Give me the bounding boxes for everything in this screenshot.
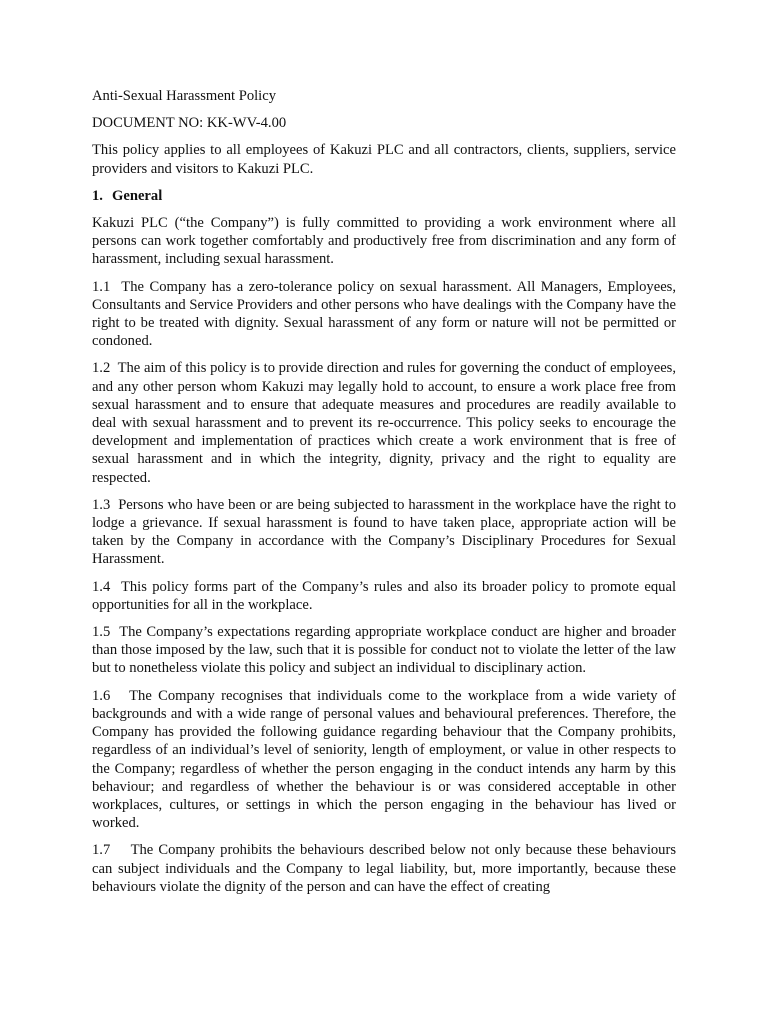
clause-text: The Company has a zero-tolerance policy on sexual harassment. All Managers, Employees, Consultants and Service Providers and other persons who have dealings with the Company have the right to be treated with dignity. Sexual harassment of any form or nature will not be permitted or condoned. bbox=[92, 278, 676, 350]
general-intro-paragraph: Kakuzi PLC (“the Company”) is fully committed to providing a work environment where all persons can work together comfortably and productively free from discrimination and any form of harassment, including sexual harassment. bbox=[92, 215, 676, 268]
clause-number: 1.3 bbox=[92, 496, 111, 513]
clause-1-2 bbox=[92, 359, 676, 486]
clause-text: This policy forms part of the Company’s rules and also its broader policy to promote equal opportunities for all in the workplace. bbox=[92, 578, 676, 613]
clause-1-7 bbox=[92, 841, 676, 896]
clause-number: 1.1 bbox=[92, 278, 111, 295]
section-title: General bbox=[112, 187, 163, 204]
clause-number: 1.5 bbox=[92, 624, 111, 641]
clause-1-1 bbox=[92, 278, 676, 351]
clause-text: The Company’s expectations regarding appropriate workplace conduct are higher and broader than those imposed by the law, such that it is possible for conduct not to violate the letter of the law but to nonetheless violate this policy and subject an individual to disciplinary action. bbox=[92, 624, 677, 677]
clause-number: 1.4 bbox=[92, 578, 111, 595]
document-number: DOCUMENT NO: KK-WV-4.00 bbox=[92, 115, 287, 132]
clause-number: 1.6 bbox=[92, 687, 111, 704]
clause-text: The Company recognises that individuals come to the workplace from a wide variety of backgrounds and with a wide range of personal values and behavioural preferences. Therefore, the Company has provided the following guidance regarding behaviour that the Company prohibits, regardless of an individual’s level of seniority, length of employment, or value in other respects to the Company; regardless of whether the person engaging in the conduct intends any harm by this behaviour; and regardless of whether the behaviour is or was considered acceptable in other workplaces, cultures, or settings in which the person engaging in the behaviour has lived or worked. bbox=[92, 687, 677, 832]
section-heading-general bbox=[92, 187, 676, 205]
clause-text: The aim of this policy is to provide direction and rules for governing the conduct of employees, and any other person whom Kakuzi may legally hold to account, to ensure a work place free from sexual harassment and to ensure that adequate measures and procedures are readily available to deal with sexual harassment and to prevent its re-occurrence. This policy seeks to encourage the development and implementation of practices which create a work environment that is free of sexual harassment and in which the integrity, dignity, privacy and the right to equality are respected. bbox=[92, 360, 676, 486]
clause-1-4 bbox=[92, 578, 676, 614]
document-page bbox=[92, 87, 676, 905]
clause-text: Persons who have been or are being subjected to harassment in the workplace have the right to lodge a grievance. If sexual harassment is found to have taken place, appropriate action will be taken by the Company in accordance with the Company’s Disciplinary Procedures for Sexual Harassment. bbox=[92, 496, 676, 568]
clause-1-5 bbox=[92, 623, 676, 678]
section-number: 1. bbox=[92, 187, 103, 204]
clause-1-6 bbox=[92, 687, 676, 833]
clause-number: 1.7 bbox=[92, 842, 111, 859]
document-title: Anti-Sexual Harassment Policy bbox=[92, 88, 277, 104]
scope-paragraph: This policy applies to all employees of Kakuzi PLC and all contractors, clients, suppliers, service providers and visitors to Kakuzi PLC. bbox=[92, 142, 676, 177]
clause-text: The Company prohibits the behaviours described below not only because these behaviours can subject individuals and the Company to legal liability, but, more importantly, because these behaviours violate the dignity of the person and can have the effect of creating bbox=[92, 842, 677, 895]
clause-number: 1.2 bbox=[92, 360, 111, 377]
clause-1-3 bbox=[92, 496, 676, 569]
